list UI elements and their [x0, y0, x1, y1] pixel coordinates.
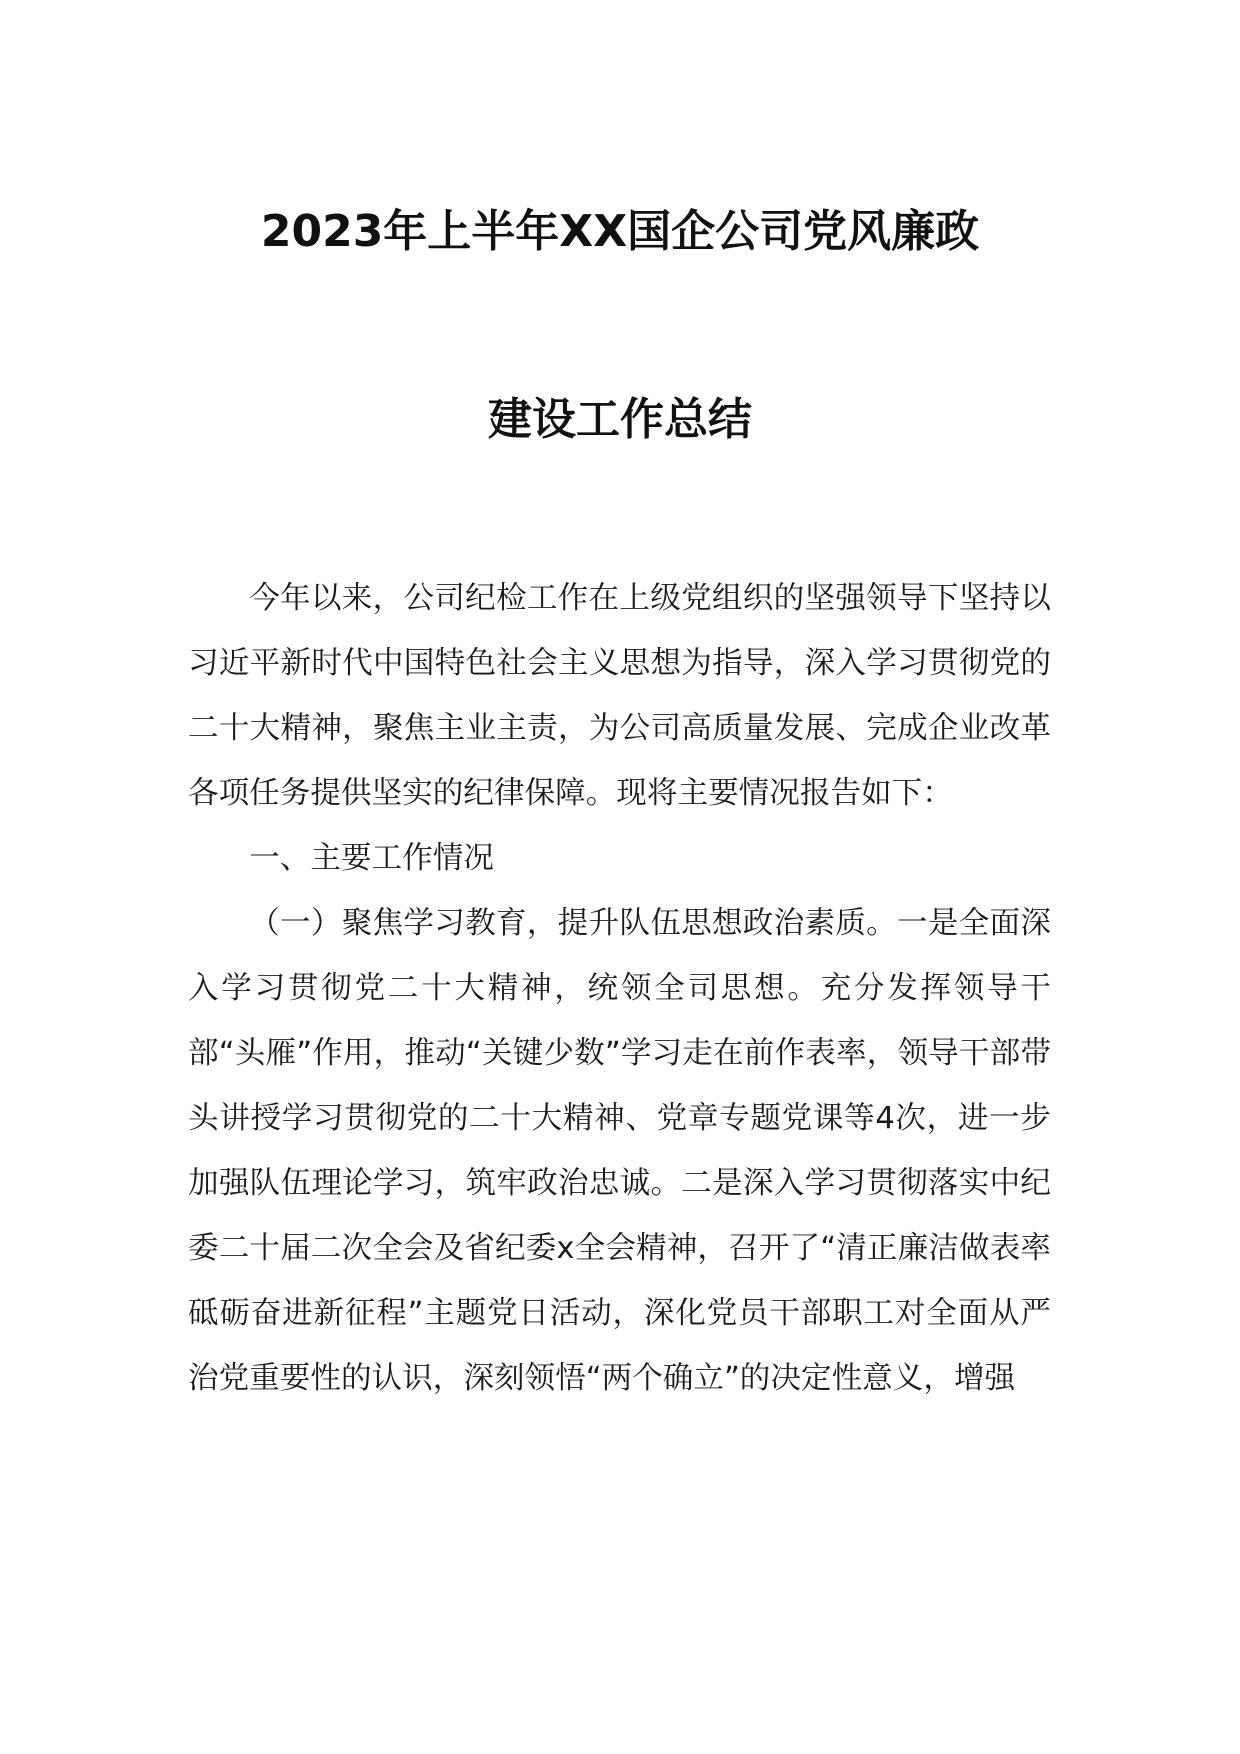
intro-paragraph: 今年以来，公司纪检工作在上级党组织的坚强领导下坚持以习近平新时代中国特色社会主义思想为指导，深入学习贯彻党的二十大精神，聚焦主业主责，为公司高质量发展、完成企业改革各项任务提供坚实的纪律保障。现将主要情况报告如下： [188, 581, 1051, 811]
subsection-paragraph-1: （一）聚焦学习教育，提升队伍思想政治素质。一是全面深入学习贯彻党二十大精神，统领全司思想。充分发挥领导干部“头雁”作用，推动“关键少数”学习走在前作表率，领导干部带头讲授学习贯彻党的二十大精神、党章专题党课等4次，进一步加强队伍理论学习，筑牢政治忠诚。二是深入学习贯彻落实中纪委二十届二次全会及省纪委x全会精神，召开了“清正廉洁做表率 砥砺奋进新征程”主题党日活动，深化党员干部职工对全面从严治党重要性的认识，深刻领悟“两个确立”的决定性意义，增强 [188, 906, 1051, 1396]
section-heading-main-work: 一、主要工作情况 [249, 841, 494, 876]
document-title-line-2: 建设工作总结 [488, 394, 752, 445]
document-title-line-1: 2023年上半年XX国企公司党风廉政 [260, 206, 980, 257]
document-body [188, 566, 1051, 1411]
